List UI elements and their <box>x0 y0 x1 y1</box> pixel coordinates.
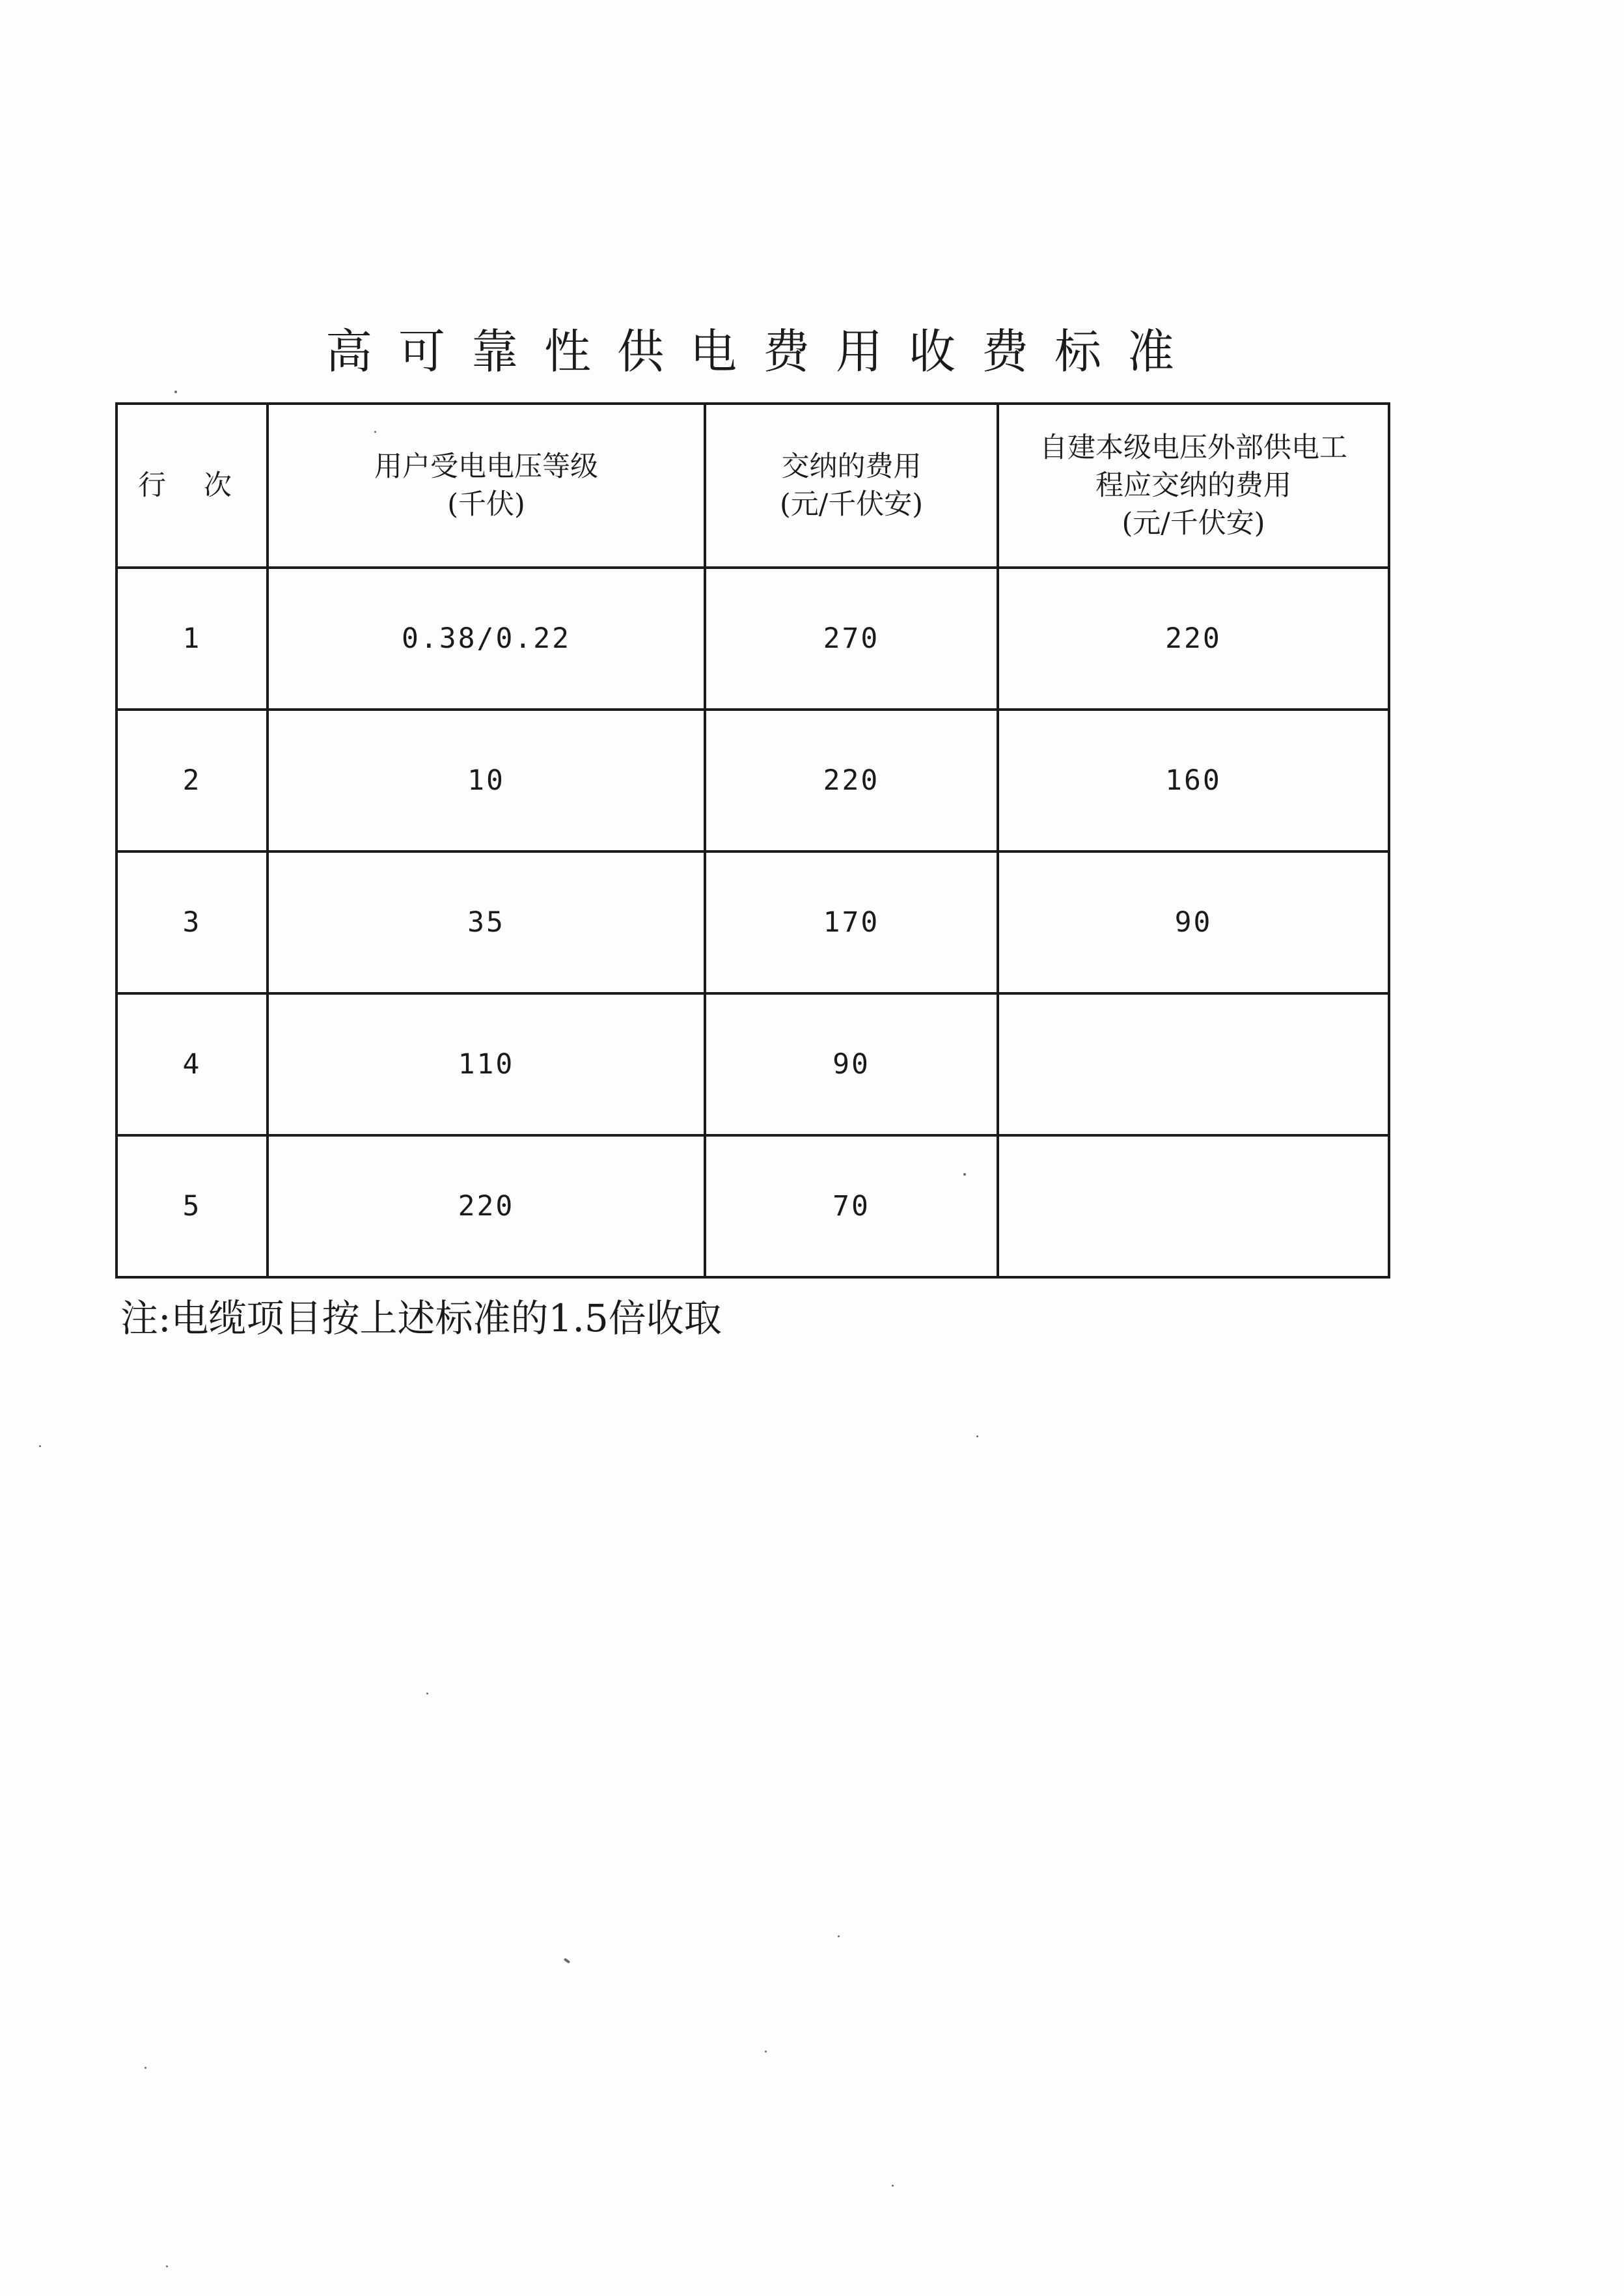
cell-self-built-fee <box>998 1135 1389 1277</box>
cell-seq: 3 <box>117 851 268 993</box>
scan-speck <box>963 1173 966 1176</box>
header-cell-fee <box>705 404 998 568</box>
table-row <box>117 851 1389 993</box>
scan-speck <box>166 2265 168 2267</box>
header-cell-seq <box>117 404 268 568</box>
document-title: 高可靠性供电费用收费标准 <box>325 324 1201 379</box>
header-fee-line-1: 交纳的费用 <box>781 450 922 483</box>
header-self-built-line-2: 程应交纳的费用 <box>1095 469 1291 502</box>
table-row <box>117 993 1389 1135</box>
cell-seq: 4 <box>117 993 268 1135</box>
cell-voltage: 0.38/0.22 <box>268 568 705 710</box>
scan-speck <box>426 1693 428 1694</box>
cell-seq: 1 <box>117 568 268 710</box>
cell-voltage: 110 <box>268 993 705 1135</box>
scan-speck <box>976 1435 978 1437</box>
scan-speck <box>145 2067 146 2069</box>
scan-speck <box>174 391 177 393</box>
cell-seq: 2 <box>117 710 268 851</box>
cell-fee: 270 <box>705 568 998 710</box>
cell-voltage: 220 <box>268 1135 705 1277</box>
scan-speck <box>765 2051 767 2053</box>
cell-self-built-fee: 90 <box>998 851 1389 993</box>
cell-fee: 90 <box>705 993 998 1135</box>
table-row <box>117 568 1389 710</box>
header-cell-self-built-fee <box>998 404 1389 568</box>
scan-speck <box>564 1957 570 1963</box>
cell-voltage: 10 <box>268 710 705 851</box>
header-voltage-line-2: (千伏) <box>447 488 525 521</box>
header-voltage-line-1: 用户受电电压等级 <box>374 450 598 483</box>
cell-self-built-fee: 220 <box>998 568 1389 710</box>
header-self-built-line-1: 自建本级电压外部供电工 <box>1039 432 1347 464</box>
header-cell-voltage <box>268 404 705 568</box>
table-row <box>117 710 1389 851</box>
header-seq-line-1: 行 次 <box>138 469 246 502</box>
table-row <box>117 1135 1389 1277</box>
table-footnote: 注:电缆项目按上述标准的1.5倍收取 <box>120 1296 722 1340</box>
cell-voltage: 35 <box>268 851 705 993</box>
cell-seq: 5 <box>117 1135 268 1277</box>
rate-table <box>115 402 1390 1279</box>
cell-fee: 70 <box>705 1135 998 1277</box>
header-fee-line-2: (元/千伏安) <box>779 488 924 521</box>
scan-speck <box>374 431 376 433</box>
header-self-built-line-3: (元/千伏安) <box>1122 507 1265 540</box>
table-header-row <box>117 404 1389 568</box>
cell-self-built-fee: 160 <box>998 710 1389 851</box>
cell-self-built-fee <box>998 993 1389 1135</box>
scan-speck <box>892 2185 894 2187</box>
cell-fee: 170 <box>705 851 998 993</box>
cell-fee: 220 <box>705 710 998 851</box>
scan-speck <box>39 1445 41 1447</box>
scan-speck <box>838 1935 840 1937</box>
